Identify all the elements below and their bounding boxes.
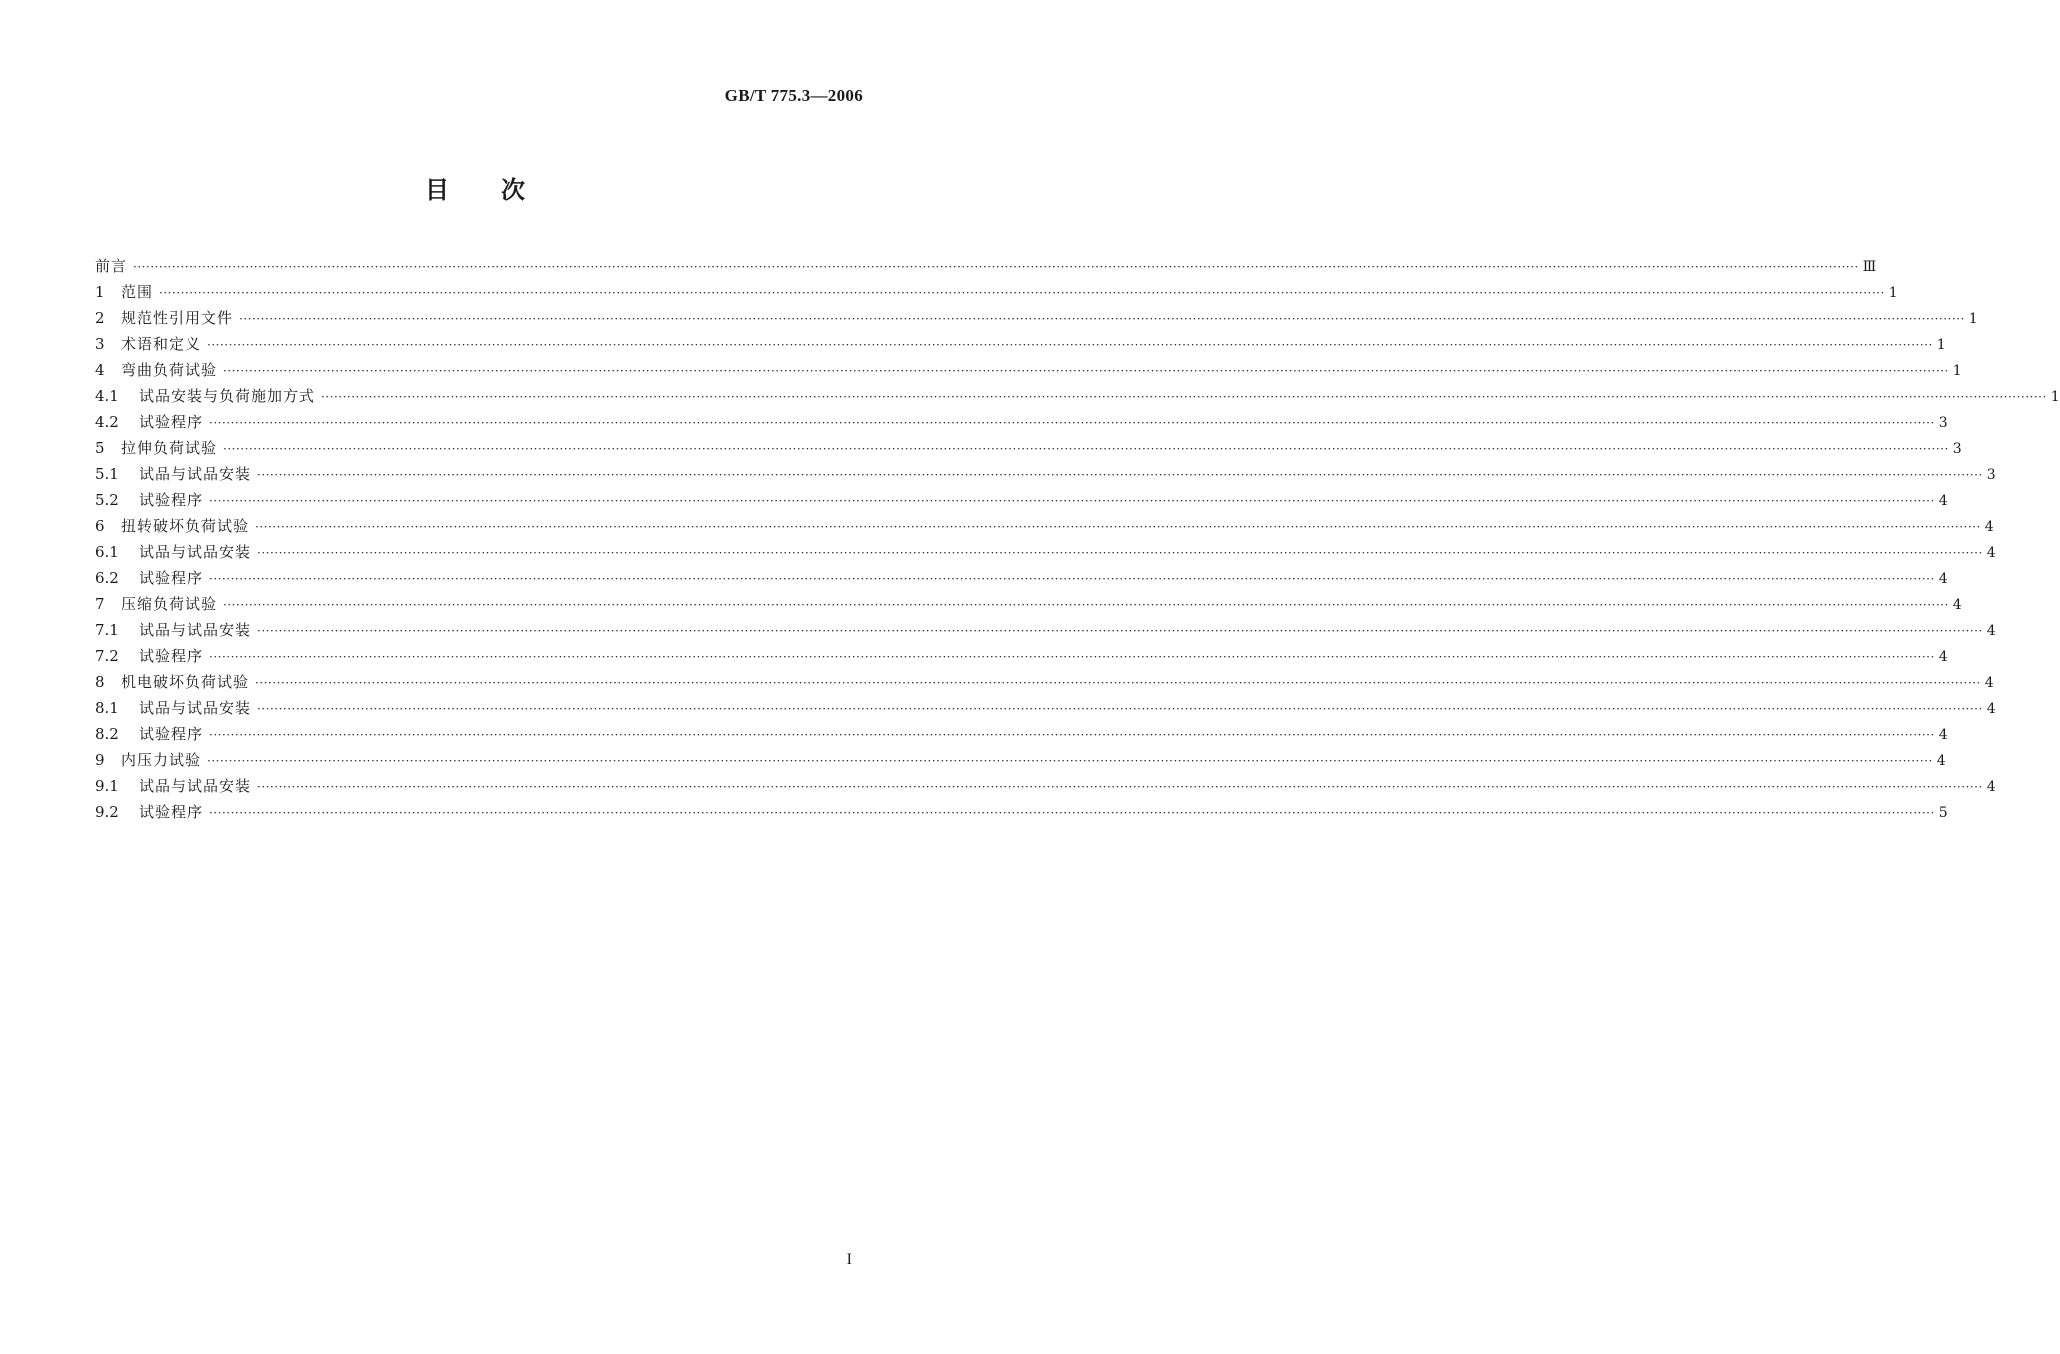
toc-entry[interactable] bbox=[95, 773, 1996, 799]
toc-entry-page: 4 bbox=[1938, 649, 1948, 665]
toc-entry-label: 规范性引用文件 bbox=[121, 309, 234, 327]
toc-entry-number: 5.1 bbox=[95, 465, 119, 483]
toc-entry-label: 试品与试品安装 bbox=[139, 777, 252, 795]
toc-entry-page: 1 bbox=[1952, 363, 1962, 379]
toc-entry[interactable] bbox=[95, 383, 2060, 409]
toc-entry-page: 4 bbox=[1936, 753, 1946, 769]
toc-entry-number: 4.2 bbox=[95, 413, 119, 431]
toc-entry-number: 9.2 bbox=[95, 803, 119, 821]
toc-entry-label: 试品与试品安装 bbox=[139, 699, 252, 717]
toc-entry-page: 4 bbox=[1938, 493, 1948, 509]
toc-entry-label: 试验程序 bbox=[139, 491, 204, 509]
toc-entry-number: 8.1 bbox=[95, 699, 119, 717]
toc-entry-number: 7.2 bbox=[95, 647, 119, 665]
toc-entry[interactable] bbox=[95, 617, 1996, 643]
toc-entry-number: 8.2 bbox=[95, 725, 119, 743]
toc-leader-dots: ················································································································································································································································································································································································································ bbox=[223, 442, 1949, 456]
toc-entry-number: 9.1 bbox=[95, 777, 119, 795]
toc-entry[interactable] bbox=[95, 513, 1994, 539]
toc-entry-label: 前言 bbox=[95, 257, 128, 275]
toc-entry-label: 试验程序 bbox=[139, 569, 204, 587]
toc-entry-label: 压缩负荷试验 bbox=[121, 595, 218, 613]
toc-leader-dots: ················································································································································································································································································································································································································ bbox=[207, 338, 1933, 352]
toc-leader-dots: ················································································································································································································································································································································································································ bbox=[209, 806, 1935, 820]
toc-entry[interactable] bbox=[95, 747, 1946, 773]
toc-entry-label: 试验程序 bbox=[139, 803, 204, 821]
toc-entry-label: 试品与试品安装 bbox=[139, 465, 252, 483]
toc-leader-dots: ················································································································································································································································································································································································································ bbox=[321, 390, 2047, 404]
toc-entry-number: 2 bbox=[95, 309, 105, 327]
toc-entry[interactable] bbox=[95, 357, 1962, 383]
toc-entry-page: 4 bbox=[1986, 545, 1996, 561]
toc-leader-dots: ················································································································································································································································································································································································································ bbox=[257, 468, 1983, 482]
toc-entry-page: 1 bbox=[1936, 337, 1946, 353]
toc-leader-dots: ················································································································································································································································································································································································································ bbox=[257, 702, 1983, 716]
toc-leader-dots: ················································································································································································································································································································································································································ bbox=[209, 572, 1935, 586]
toc-entry[interactable] bbox=[95, 643, 1948, 669]
toc-entry-page: 3 bbox=[1952, 441, 1962, 457]
toc-entry-label: 拉伸负荷试验 bbox=[121, 439, 218, 457]
toc-leader-dots: ················································································································································································································································································································································································································ bbox=[239, 312, 1965, 326]
page-number: I bbox=[846, 1251, 852, 1268]
toc-entry-number: 6.2 bbox=[95, 569, 119, 587]
toc-entry[interactable] bbox=[95, 435, 1962, 461]
toc-entry-label: 试品安装与负荷施加方式 bbox=[139, 387, 316, 405]
toc-leader-dots: ················································································································································································································································································································································································································ bbox=[255, 520, 1981, 534]
toc-entry-page: 4 bbox=[1984, 519, 1994, 535]
toc-entry[interactable] bbox=[95, 539, 1996, 565]
toc-entry-label: 机电破坏负荷试验 bbox=[121, 673, 250, 691]
toc-entry[interactable] bbox=[95, 305, 1978, 331]
toc-entry-number: 3 bbox=[95, 335, 105, 353]
toc-entry-page: 4 bbox=[1986, 779, 1996, 795]
toc-entry[interactable] bbox=[95, 409, 1948, 435]
toc-leader-dots: ················································································································································································································································································································································································································ bbox=[207, 754, 1933, 768]
toc-leader-dots: ················································································································································································································································································································································································································ bbox=[257, 780, 1983, 794]
toc-entry-page: 1 bbox=[1888, 285, 1898, 301]
toc-entry[interactable] bbox=[95, 721, 1948, 747]
toc-entry-label: 试验程序 bbox=[139, 413, 204, 431]
toc-entry-page: 4 bbox=[1938, 571, 1948, 587]
toc-entry-page: 3 bbox=[1986, 467, 1996, 483]
toc-leader-dots: ················································································································································································································································································································································································································ bbox=[159, 286, 1885, 300]
toc-leader-dots: ················································································································································································································································································································································································································ bbox=[133, 260, 1859, 274]
toc-entry-label: 内压力试验 bbox=[121, 751, 202, 769]
toc-entry[interactable] bbox=[95, 591, 1962, 617]
toc-title: 目次 bbox=[425, 176, 577, 204]
toc-entry-label: 范围 bbox=[121, 283, 154, 301]
toc-entry[interactable] bbox=[95, 461, 1996, 487]
toc-leader-dots: ················································································································································································································································································································································································································ bbox=[223, 598, 1949, 612]
document-code: GB/T 775.3—2006 bbox=[724, 86, 863, 105]
toc-entry-page: Ⅲ bbox=[1862, 259, 1877, 275]
toc-leader-dots: ················································································································································································································································································································································································································ bbox=[209, 494, 1935, 508]
toc-entry-label: 试验程序 bbox=[139, 725, 204, 743]
table-of-contents bbox=[95, 253, 2060, 825]
toc-leader-dots: ················································································································································································································································································································································································································ bbox=[223, 364, 1949, 378]
toc-entry-number: 7 bbox=[95, 595, 105, 613]
toc-entry-page: 1 bbox=[2050, 389, 2060, 405]
toc-entry-number: 4.1 bbox=[95, 387, 119, 405]
toc-entry[interactable] bbox=[95, 253, 1877, 279]
toc-entry[interactable] bbox=[95, 799, 1948, 825]
toc-entry[interactable] bbox=[95, 487, 1948, 513]
toc-leader-dots: ················································································································································································································································································································································································································ bbox=[209, 650, 1935, 664]
toc-leader-dots: ················································································································································································································································································································································································································ bbox=[255, 676, 1981, 690]
toc-entry-label: 弯曲负荷试验 bbox=[121, 361, 218, 379]
toc-entry-number: 5.2 bbox=[95, 491, 119, 509]
toc-entry-number: 1 bbox=[95, 283, 105, 301]
toc-entry-label: 试验程序 bbox=[139, 647, 204, 665]
toc-entry-page: 4 bbox=[1952, 597, 1962, 613]
toc-leader-dots: ················································································································································································································································································································································································································ bbox=[257, 546, 1983, 560]
toc-entry[interactable] bbox=[95, 565, 1948, 591]
toc-entry-number: 5 bbox=[95, 439, 105, 457]
toc-entry-number: 9 bbox=[95, 751, 105, 769]
toc-entry-label: 试品与试品安装 bbox=[139, 621, 252, 639]
toc-entry-page: 4 bbox=[1986, 623, 1996, 639]
toc-entry[interactable] bbox=[95, 279, 1898, 305]
toc-entry-page: 3 bbox=[1938, 415, 1948, 431]
toc-entry-page: 1 bbox=[1968, 311, 1978, 327]
toc-entry-label: 试品与试品安装 bbox=[139, 543, 252, 561]
toc-leader-dots: ················································································································································································································································································································································································································ bbox=[209, 416, 1935, 430]
toc-entry[interactable] bbox=[95, 669, 1994, 695]
toc-entry-number: 6.1 bbox=[95, 543, 119, 561]
toc-entry-number: 6 bbox=[95, 517, 105, 535]
toc-entry-number: 7.1 bbox=[95, 621, 119, 639]
toc-entry[interactable] bbox=[95, 331, 1946, 357]
toc-entry-page: 5 bbox=[1938, 805, 1948, 821]
toc-leader-dots: ················································································································································································································································································································································································································ bbox=[209, 728, 1935, 742]
toc-entry-page: 4 bbox=[1938, 727, 1948, 743]
toc-entry-label: 术语和定义 bbox=[121, 335, 202, 353]
toc-entry-number: 8 bbox=[95, 673, 105, 691]
toc-entry-page: 4 bbox=[1986, 701, 1996, 717]
toc-entry-label: 扭转破坏负荷试验 bbox=[121, 517, 250, 535]
toc-entry[interactable] bbox=[95, 695, 1996, 721]
toc-entry-page: 4 bbox=[1984, 675, 1994, 691]
toc-leader-dots: ················································································································································································································································································································································································································ bbox=[257, 624, 1983, 638]
toc-entry-number: 4 bbox=[95, 361, 105, 379]
